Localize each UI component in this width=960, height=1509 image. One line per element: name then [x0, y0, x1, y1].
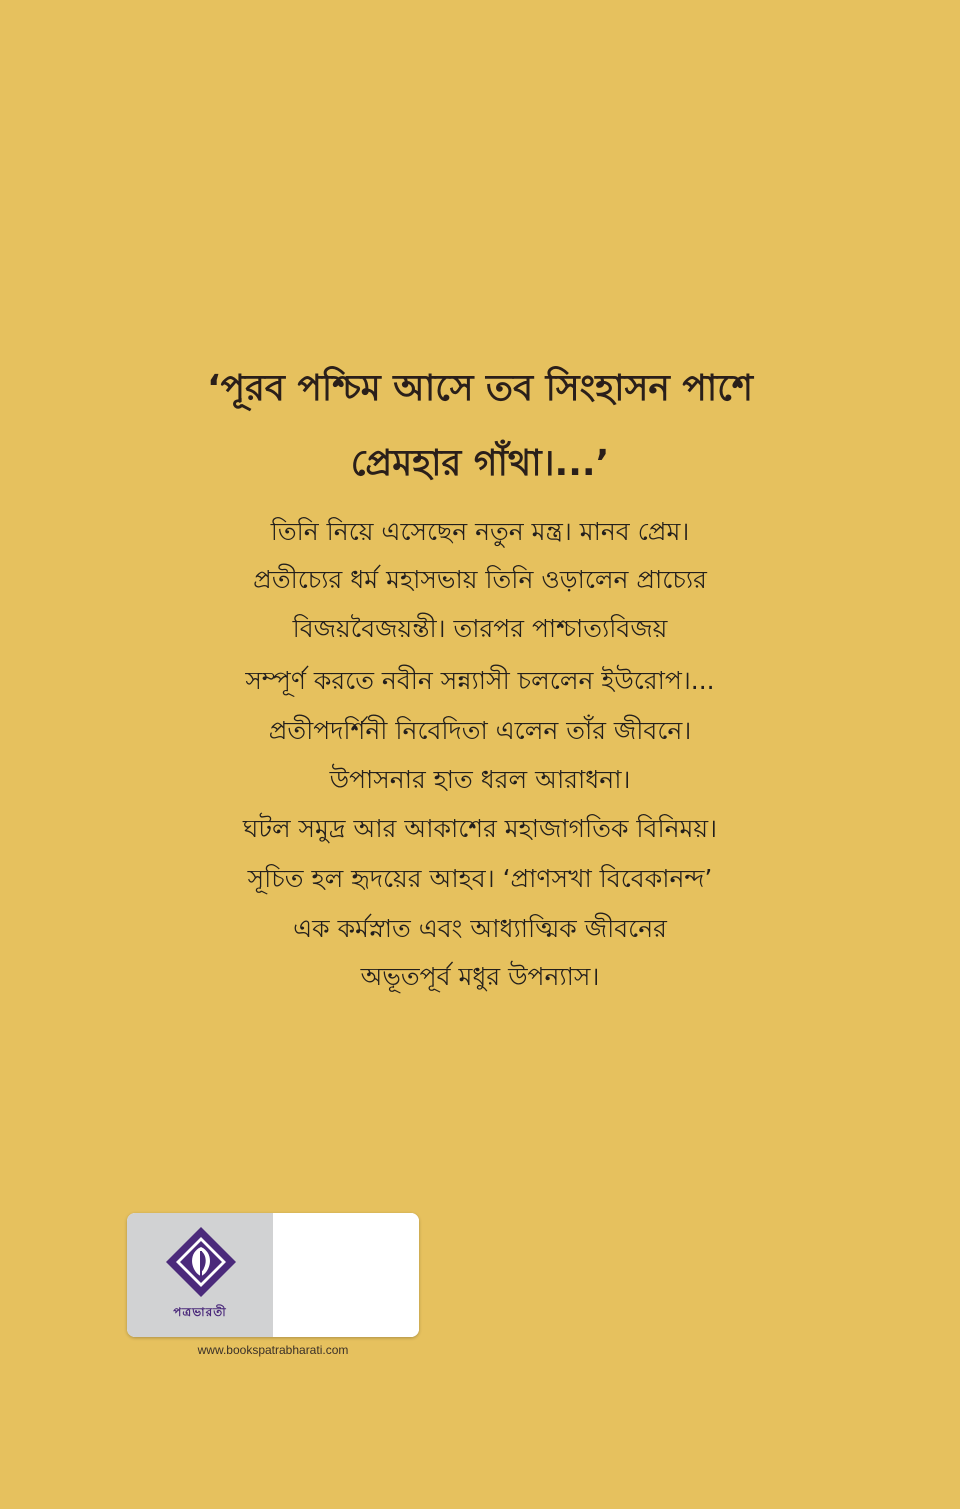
blurb-line: বিজয়বৈজয়ন্তী। তারপর পাশ্চাত্যবিজয়: [292, 614, 668, 643]
quote-line-1: ‘পূরব পশ্চিম আসে তব সিংহাসন পাশে: [206, 368, 754, 409]
publisher-logo-icon: [164, 1225, 238, 1299]
blurb-line: সূচিত হল হৃদয়ের আহব। ‘প্রাণসখা বিবেকানন্দ’: [247, 864, 713, 893]
quote-line-2: প্রেমহার গাঁথা।...’: [350, 443, 610, 484]
publisher-barcode-box: [127, 1213, 419, 1337]
blurb-line: প্রতীচ্যের ধর্ম মহাসভায় তিনি ওড়ালেন প্রাচ্যের: [253, 565, 707, 594]
barcode-area: [273, 1213, 419, 1337]
blurb-line: সম্পূর্ণ করতে নবীন সন্ন্যাসী চললেন ইউরোপ।...: [245, 666, 715, 695]
blurb-line: উপাসনার হাত ধরল আরাধনা।: [329, 765, 631, 794]
blurb-line: ঘটল সমুদ্র আর আকাশের মহাজাগতিক বিনিময়।: [242, 814, 718, 843]
publisher-name: পত্রভারতী: [173, 1305, 227, 1319]
publisher-website: www.bookspatrabharati.com: [197, 1343, 349, 1357]
blurb-line: এক কর্মস্নাত এবং আধ্যাত্মিক জীবনের: [293, 914, 667, 943]
publisher-logo-panel: [127, 1213, 273, 1337]
blurb-line: তিনি নিয়ে এসেছেন নতুন মন্ত্র। মানব প্রেম।: [270, 517, 690, 546]
blurb-line: অভূতপূর্ব মধুর উপন্যাস।: [360, 962, 600, 991]
blurb-line: প্রতীপদর্শিনী নিবেদিতা এলেন তাঁর জীবনে।: [268, 716, 692, 745]
